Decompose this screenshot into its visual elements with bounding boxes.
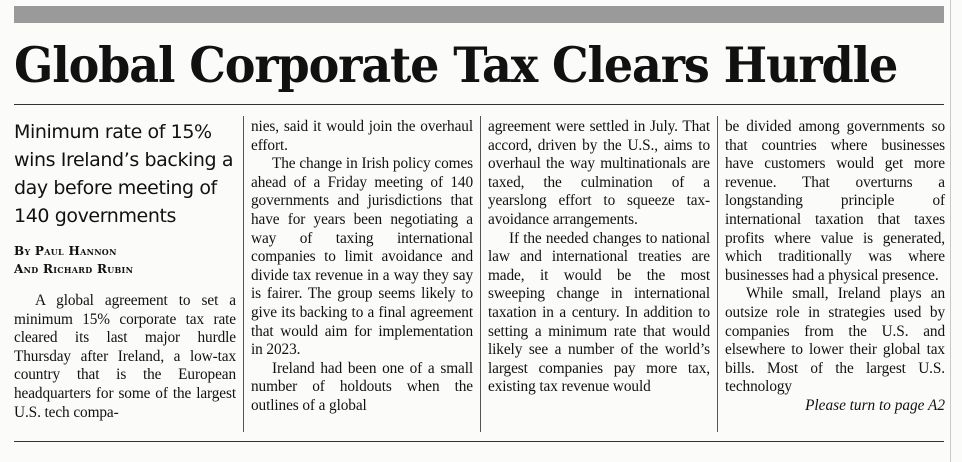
jump-line: Please turn to page A2 <box>805 396 945 414</box>
article-paragraph: agreement were settled in July. That accord, driven by the U.S., aims to overhaul the way multinationals are taxed, the culmination of a yearslong effort to squeeze tax-avoidance arrangements. <box>488 118 710 228</box>
column-1 <box>14 118 236 422</box>
bottom-rule <box>14 441 944 442</box>
column-3 <box>488 118 710 397</box>
headline-rule <box>14 104 944 105</box>
byline-author-1: By Paul Hannon <box>14 244 117 258</box>
page-edge-line <box>950 0 951 462</box>
byline <box>14 242 236 278</box>
article-paragraph: The change in Irish policy comes ahead of a Friday meeting of 140 governments and jurisdictions that have for years been negotiating a way of taxing international companies to limit avoidance and divide tax revenue in a way they say is fairer. The group seems likely to give its backing to a final agreement that would aim for implementation in 2023. <box>251 155 473 359</box>
column-2 <box>251 118 473 416</box>
article-paragraph: be divided among governments so that countries where businesses have customers would get more revenue. That overturns a longstanding principle of international taxation that taxes profits where value is generated, which traditionally was where businesses had a physical presence. <box>725 118 945 284</box>
article-paragraph: Ireland had been one of a small number of holdouts when the outlines of a global <box>251 359 473 414</box>
deck-subheadline: Minimum rate of 15% wins Ireland’s backing a day before meeting of 140 governments <box>14 121 234 227</box>
article-paragraph: nies, said it would join the overhaul effort. <box>251 118 473 154</box>
column-4 <box>725 118 945 416</box>
article-paragraph: While small, Ireland plays an outsize role in strategies used by companies from the U.S. and elsewhere to lower their global tax bills. Most of the largest U.S. technology <box>725 285 945 396</box>
column-divider-1 <box>243 116 244 432</box>
headline: Global Corporate Tax Clears Hurdle <box>14 36 898 94</box>
top-gray-bar <box>14 6 944 23</box>
article-paragraph: If the needed changes to national law and international treaties are made, it would be the most sweeping change in international taxation in a century. In addition to setting a minimum rate that would likely see a number of the world’s largest companies pay more tax, existing tax revenue would <box>488 229 710 396</box>
column-divider-2 <box>480 116 481 432</box>
article-paragraph: A global agreement to set a minimum 15% corporate tax rate cleared its last major hurdle Thursday after Ireland, a low-tax country that is the European headquarters for some of the largest U.S. tech compa- <box>14 292 236 421</box>
byline-author-2: And Richard Rubin <box>14 262 134 276</box>
column-divider-3 <box>717 116 718 432</box>
